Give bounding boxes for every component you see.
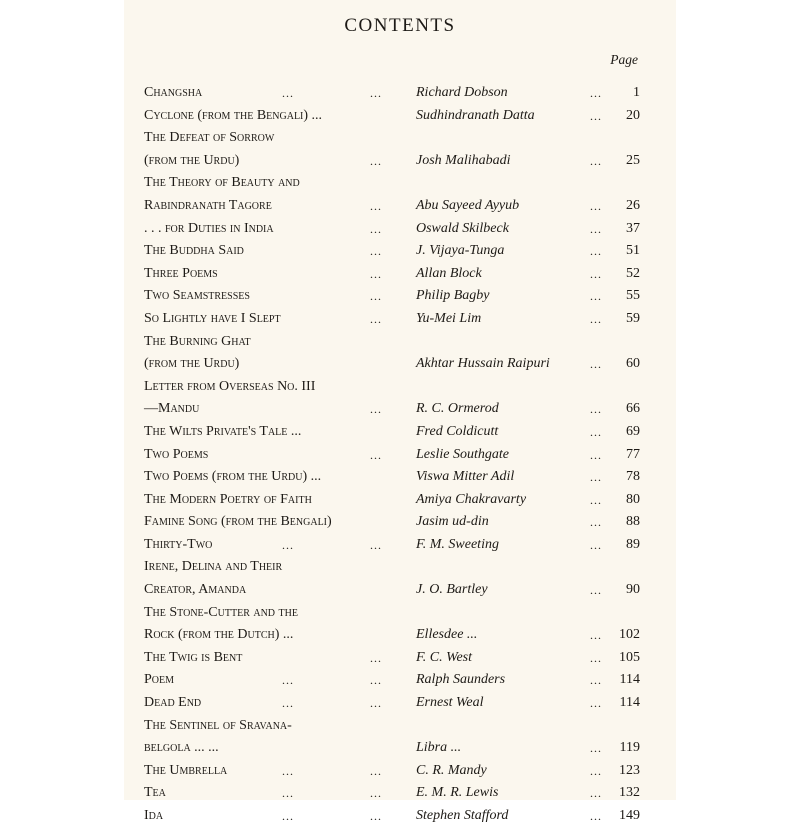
leader-dots: ... (370, 402, 382, 417)
entry-title: Cyclone (from the Bengali) ... (144, 107, 323, 123)
contents-entry (144, 466, 640, 489)
leader-dots: ... (370, 537, 382, 552)
contents-entry (144, 692, 640, 715)
leader-dots: ... (590, 492, 602, 507)
entry-title: Dead End (144, 695, 202, 711)
entry-title: The Buddha Said (144, 243, 244, 259)
leader-dots: ... (590, 786, 602, 801)
entry-author: Amiya Chakravarty (416, 491, 527, 507)
leader-dots: ... (590, 741, 602, 756)
entry-page-number: 132 (619, 785, 640, 801)
contents-entry (144, 263, 640, 286)
contents-entry (144, 647, 640, 670)
leader-dots: ... (590, 86, 602, 100)
leader-dots: ... (370, 696, 382, 711)
leader-dots: ... (590, 357, 602, 372)
entry-author: Philip Bagby (416, 288, 490, 304)
page-title: CONTENTS (344, 15, 456, 36)
entry-title: Two Poems (144, 446, 209, 462)
entry-title-continued: —Mandu (144, 401, 200, 417)
entry-title: Two Poems (from the Urdu) ... (144, 469, 322, 485)
entry-page-number: 119 (619, 740, 640, 756)
contents-list (144, 82, 640, 828)
entry-page-number: 55 (626, 288, 640, 304)
leader-dots: ... (370, 673, 382, 688)
entry-title: Ida (144, 808, 164, 823)
entry-title: The Umbrella (144, 762, 228, 778)
leader-dots: ... (370, 221, 382, 236)
contents-entry (144, 105, 640, 128)
leader-dots: ... (370, 86, 382, 100)
entry-page-number: 114 (619, 672, 640, 688)
entry-title: Irene, Delina and Their (144, 559, 283, 575)
entry-author: J. O. Bartley (416, 582, 488, 598)
entry-page-number: 149 (619, 808, 640, 823)
leader-dots: ... (282, 673, 294, 688)
leader-dots: ... (282, 763, 294, 778)
contents-entry (144, 444, 640, 467)
contents-page (124, 0, 676, 823)
leader-dots: ... (590, 650, 602, 665)
contents-entry (144, 782, 640, 805)
leader-dots: ... (590, 537, 602, 552)
leader-dots: ... (590, 424, 602, 439)
leader-dots: ... (590, 673, 602, 688)
entry-author: Jasim ud-din (416, 514, 489, 530)
entry-title: . . . for Duties in India (144, 220, 274, 236)
entry-author: R. C. Ormerod (416, 401, 499, 417)
entry-author: F. C. West (416, 649, 473, 665)
entry-title: The Sentinel of Sravana- (144, 717, 292, 733)
entry-page-number: 114 (619, 695, 640, 711)
entry-title: Thirty-Two (144, 536, 213, 552)
entry-author: Richard Dobson (416, 85, 508, 100)
leader-dots: ... (590, 402, 602, 417)
leader-dots: ... (370, 650, 382, 665)
entry-page-number: 26 (626, 197, 640, 213)
leader-dots: ... (370, 311, 382, 326)
entry-title-continued: Rabindranath Tagore (144, 197, 272, 213)
leader-dots: ... (590, 311, 602, 326)
leader-dots: ... (590, 198, 602, 213)
leader-dots: ... (590, 696, 602, 711)
entry-author: Ralph Saunders (416, 672, 506, 688)
entry-title: The Wilts Private's Tale ... (144, 423, 302, 439)
entry-author: J. Vijaya-Tunga (416, 243, 505, 259)
leader-dots: ... (590, 153, 602, 168)
entry-author: Allan Block (416, 265, 482, 281)
leader-dots: ... (282, 809, 294, 823)
leader-dots: ... (590, 809, 602, 823)
entry-page-number: 20 (626, 107, 640, 123)
entry-author: F. M. Sweeting (416, 536, 499, 552)
entry-title-continued: (from the Urdu) (144, 152, 240, 168)
entry-title: Changsha (144, 85, 203, 100)
contents-entry (144, 715, 640, 760)
leader-dots: ... (590, 515, 602, 530)
leader-dots: ... (370, 763, 382, 778)
contents-entry (144, 669, 640, 692)
entry-page-number: 90 (626, 582, 640, 598)
entry-title: Famine Song (from the Bengali) (144, 514, 332, 530)
entry-page-number: 59 (626, 310, 640, 326)
entry-page-number: 105 (619, 649, 640, 665)
leader-dots: ... (590, 266, 602, 281)
entry-author: Oswald Skilbeck (416, 220, 509, 236)
leader-dots: ... (370, 198, 382, 213)
contents-entry (144, 805, 640, 828)
entry-page-number: 69 (626, 423, 640, 439)
entry-page-number: 25 (626, 152, 640, 168)
entry-author: Abu Sayeed Ayyub (416, 197, 520, 213)
leader-dots: ... (370, 809, 382, 823)
contents-entry (144, 421, 640, 444)
entry-author: Viswa Mitter Adil (416, 469, 515, 485)
entry-page-number: 80 (626, 491, 640, 507)
leader-dots: ... (590, 244, 602, 259)
leader-dots: ... (590, 763, 602, 778)
leader-dots: ... (370, 447, 382, 462)
leader-dots: ... (370, 244, 382, 259)
contents-entry (144, 602, 640, 647)
page-column-label: Page (610, 52, 638, 67)
entry-title: The Twig is Bent (144, 649, 243, 665)
contents-entry (144, 172, 640, 217)
leader-dots: ... (370, 289, 382, 304)
leader-dots: ... (282, 786, 294, 801)
entry-title: Poem (144, 672, 175, 688)
entry-page-number: 78 (626, 469, 640, 485)
contents-entry (144, 331, 640, 376)
entry-title-continued: belgola ... ... (144, 740, 219, 756)
entry-page-number: 60 (626, 356, 640, 372)
entry-title: Tea (144, 785, 166, 801)
entry-author: E. M. R. Lewis (416, 785, 499, 801)
entry-author: Sudhindranath Datta (416, 107, 535, 123)
contents-entry (144, 82, 640, 105)
entry-page-number: 88 (626, 514, 640, 530)
entry-page-number: 123 (619, 762, 640, 778)
leader-dots: ... (590, 583, 602, 598)
contents-entry (144, 308, 640, 331)
leader-dots: ... (282, 537, 294, 552)
leader-dots: ... (590, 470, 602, 485)
entry-title: The Theory of Beauty and (144, 175, 300, 191)
contents-entry (144, 240, 640, 263)
entry-title: The Burning Ghat (144, 333, 251, 349)
contents-entry (144, 534, 640, 557)
entry-page-number: 37 (626, 220, 640, 236)
entry-title: Letter from Overseas No. III (144, 378, 316, 394)
leader-dots: ... (370, 266, 382, 281)
contents-entry (144, 489, 640, 512)
contents-entry (144, 218, 640, 241)
leader-dots: ... (590, 221, 602, 236)
entry-author: C. R. Mandy (416, 762, 487, 778)
entry-page-number: 66 (626, 401, 640, 417)
contents-entry (144, 760, 640, 783)
entry-title-continued: Rock (from the Dutch) ... (144, 627, 294, 643)
leader-dots: ... (590, 447, 602, 462)
entry-page-number: 52 (626, 265, 640, 281)
entry-author: Libra ... (416, 740, 462, 756)
entry-title: Three Poems (144, 265, 218, 281)
entry-page-number: 102 (619, 627, 640, 643)
leader-dots: ... (590, 108, 602, 123)
entry-author: Ellesdee ... (416, 627, 478, 643)
entry-author: Leslie Southgate (416, 446, 509, 462)
entry-author: Yu-Mei Lim (416, 310, 482, 326)
entry-title: The Stone-Cutter and the (144, 604, 298, 620)
leader-dots: ... (370, 153, 382, 168)
entry-title: The Modern Poetry of Faith (144, 491, 312, 507)
leader-dots: ... (590, 628, 602, 643)
entry-title: The Defeat of Sorrow (144, 130, 275, 146)
entry-page-number: 51 (626, 243, 640, 259)
entry-page-number: 89 (626, 536, 640, 552)
leader-dots: ... (370, 786, 382, 801)
entry-title-continued: Creator, Amanda (144, 582, 247, 598)
contents-entry (144, 376, 640, 421)
contents-entry (144, 285, 640, 308)
leader-dots: ... (590, 289, 602, 304)
entry-author: Stephen Stafford (416, 808, 509, 823)
entry-title: Two Seamstresses (144, 288, 250, 304)
contents-entry (144, 556, 640, 601)
contents-entry (144, 511, 640, 534)
contents-entry (144, 127, 640, 172)
leader-dots: ... (282, 696, 294, 711)
entry-author: Ernest Weal (416, 695, 484, 711)
entry-author: Josh Malihabadi (416, 152, 511, 168)
entry-page-number: 77 (626, 446, 640, 462)
entry-author: Fred Coldicutt (416, 423, 499, 439)
entry-title: So Lightly have I Slept (144, 310, 281, 326)
entry-page-number: 1 (633, 85, 640, 100)
entry-author: Akhtar Hussain Raipuri (416, 356, 550, 372)
entry-title-continued: (from the Urdu) (144, 356, 240, 372)
leader-dots: ... (282, 86, 294, 100)
